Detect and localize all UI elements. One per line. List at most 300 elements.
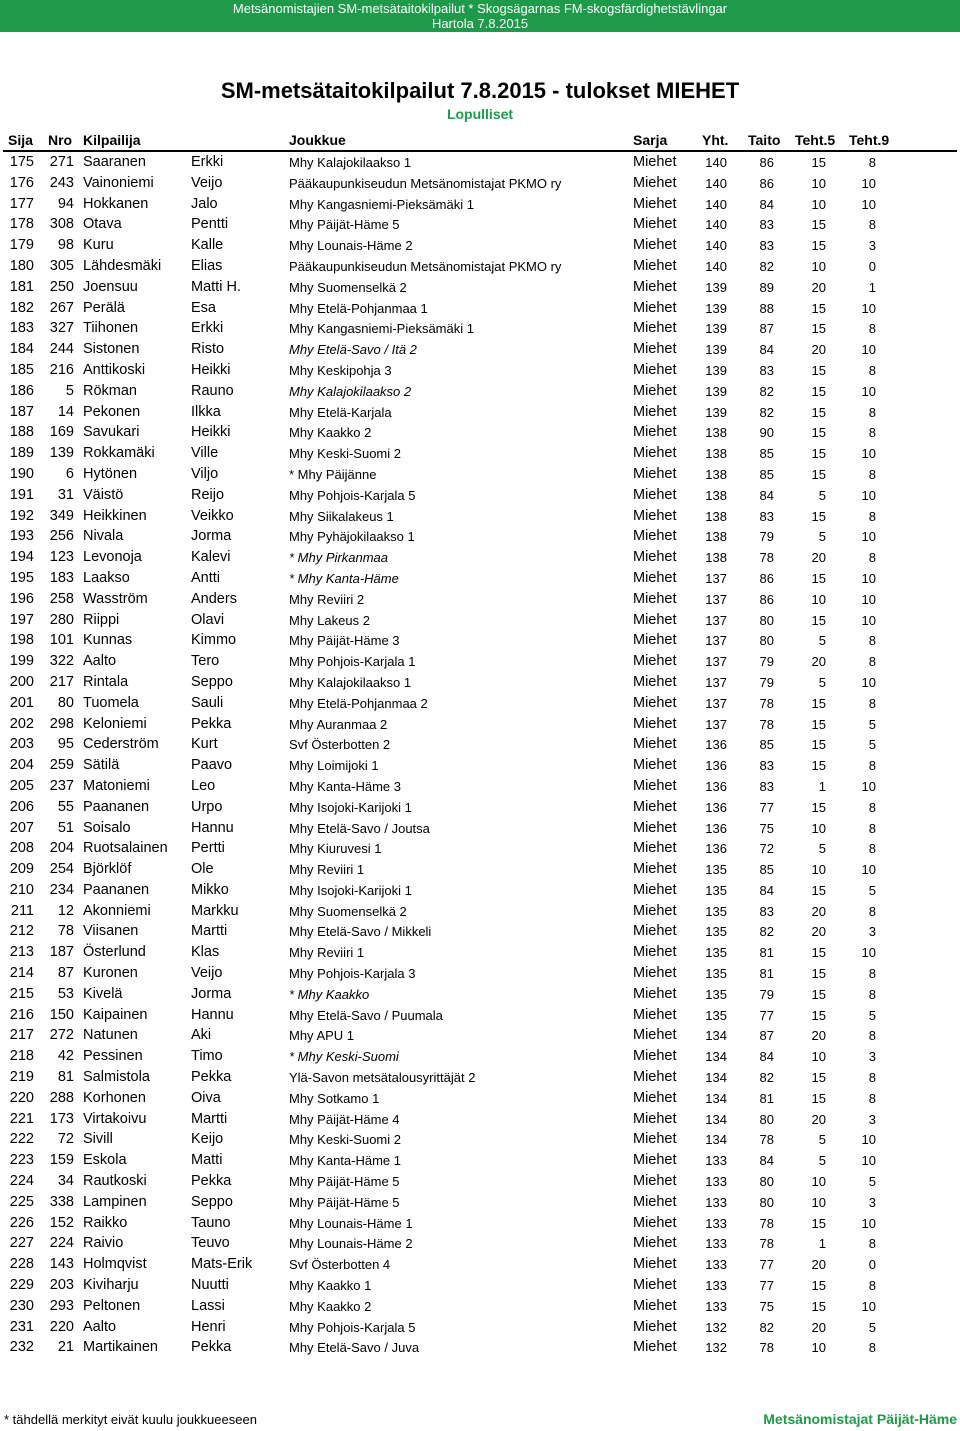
cell-teht9: 10 — [861, 570, 876, 586]
cell-sukunimi: Kuronen — [83, 965, 138, 982]
cell-sija: 209 — [9, 861, 34, 878]
cell-yht: 139 — [705, 321, 727, 337]
cell-taito: 72 — [759, 841, 774, 857]
cell-nro: 216 — [49, 361, 74, 378]
cell-etunimi: Kalle — [191, 237, 224, 254]
cell-teht5: 15 — [811, 1215, 826, 1231]
cell-nro: 31 — [57, 486, 74, 503]
cell-sukunimi: Peltonen — [83, 1297, 141, 1314]
cell-sukunimi: Aalto — [83, 1318, 117, 1335]
cell-sukunimi: Cederström — [83, 736, 159, 753]
cell-sarja: Miehet — [633, 1256, 677, 1273]
cell-yht: 133 — [705, 1298, 727, 1314]
table-row — [0, 1213, 960, 1234]
cell-teht9: 5 — [868, 737, 876, 753]
cell-etunimi: Mikko — [191, 881, 229, 898]
cell-taito: 86 — [759, 591, 774, 607]
table-row — [0, 256, 960, 277]
cell-teht5: 15 — [811, 882, 826, 898]
cell-teht5: 15 — [811, 1070, 826, 1086]
cell-teht9: 8 — [868, 155, 876, 170]
cell-sukunimi: Levonoja — [83, 549, 142, 566]
table-row — [0, 235, 960, 256]
cell-teht9: 10 — [861, 196, 876, 212]
cell-taito: 87 — [759, 1028, 774, 1044]
table-row — [0, 1317, 960, 1338]
cell-nro: 256 — [49, 528, 74, 545]
cell-nro: 258 — [49, 590, 74, 607]
cell-sija: 211 — [10, 902, 34, 919]
cell-nro: 12 — [57, 902, 74, 919]
cell-teht9: 10 — [861, 1153, 876, 1169]
cell-taito: 79 — [759, 674, 774, 690]
cell-yht: 138 — [705, 550, 727, 566]
cell-nro: 143 — [49, 1256, 74, 1273]
cell-taito: 80 — [759, 1111, 774, 1127]
cell-nro: 78 — [57, 923, 74, 940]
cell-sarja: Miehet — [633, 382, 677, 399]
cell-sukunimi: Sivill — [83, 1131, 113, 1148]
cell-sarja: Miehet — [633, 673, 677, 690]
cell-sija: 189 — [9, 445, 34, 462]
cell-yht: 135 — [705, 924, 727, 940]
cell-nro: 267 — [49, 299, 74, 316]
cell-sukunimi: Kaipainen — [83, 1006, 148, 1023]
cell-etunimi: Urpo — [191, 798, 223, 815]
cell-etunimi: Keijo — [191, 1131, 224, 1148]
cell-sarja: Miehet — [633, 965, 677, 982]
header-bar — [0, 0, 960, 32]
cell-sukunimi: Kivelä — [83, 985, 123, 1002]
header-bar-line1: Metsänomistajien SM-metsätaitokilpailut * Skogsägarnas FM-skogsfärdighetstävlingar — [232, 1, 728, 16]
cell-taito: 78 — [759, 716, 774, 732]
cell-yht: 140 — [705, 155, 727, 170]
cell-nro: 187 — [49, 944, 74, 961]
cell-etunimi: Mats-Erik — [191, 1256, 253, 1273]
cell-sukunimi: Aalto — [83, 653, 117, 670]
table-row — [0, 360, 960, 381]
cell-etunimi: Esa — [191, 299, 216, 316]
cell-nro: 280 — [49, 611, 74, 628]
cell-etunimi: Lassi — [191, 1297, 225, 1314]
cell-sukunimi: Rokkamäki — [83, 445, 155, 462]
column-header-yht: Yht. — [702, 132, 729, 148]
cell-nro: 288 — [49, 1089, 74, 1106]
cell-teht9: 8 — [868, 654, 876, 670]
cell-teht5: 10 — [811, 1194, 826, 1210]
cell-teht9: 10 — [861, 778, 876, 794]
cell-teht9: 8 — [868, 799, 876, 815]
cell-sija: 203 — [9, 736, 34, 753]
cell-sija: 178 — [9, 216, 34, 233]
cell-etunimi: Pekka — [191, 715, 232, 732]
cell-joukkue: Ylä-Savon metsätalousyrittäjät 2 — [289, 1070, 476, 1086]
cell-nro: 327 — [49, 320, 74, 337]
cell-etunimi: Pekka — [191, 1339, 232, 1356]
cell-sija: 214 — [9, 965, 34, 982]
cell-taito: 88 — [759, 300, 774, 316]
cell-sukunimi: Tiihonen — [83, 320, 139, 337]
cell-etunimi: Pentti — [191, 216, 229, 233]
cell-nro: 349 — [49, 507, 74, 524]
cell-yht: 140 — [705, 196, 727, 212]
cell-sukunimi: Akonniemi — [83, 902, 151, 919]
column-header-teht5: Teht.5 — [795, 132, 836, 148]
cell-teht9: 8 — [868, 550, 876, 566]
cell-yht: 136 — [705, 799, 727, 815]
cell-teht5: 15 — [811, 737, 826, 753]
cell-etunimi: Markku — [191, 902, 239, 919]
cell-teht9: 1 — [868, 279, 876, 295]
cell-taito: 84 — [759, 487, 774, 503]
cell-joukkue: Svf Österbotten 2 — [289, 737, 391, 753]
cell-nro: 98 — [57, 237, 74, 254]
cell-joukkue: Mhy Päijät-Häme 5 — [289, 1194, 400, 1210]
cell-yht: 135 — [705, 903, 727, 919]
cell-teht5: 15 — [811, 612, 826, 628]
cell-etunimi: Kurt — [191, 736, 218, 753]
cell-sarja: Miehet — [633, 257, 677, 274]
cell-teht9: 8 — [868, 633, 876, 649]
cell-teht5: 20 — [811, 550, 826, 566]
page-subtitle: Lopulliset — [446, 106, 514, 122]
cell-teht9: 8 — [868, 820, 876, 836]
table-row — [0, 880, 960, 901]
table-row — [0, 1129, 960, 1150]
table-row — [0, 1337, 960, 1358]
cell-sija: 201 — [9, 694, 34, 711]
cell-teht5: 10 — [811, 862, 826, 878]
cell-sija: 192 — [9, 507, 34, 524]
cell-joukkue: Mhy Kanta-Häme 3 — [289, 778, 401, 794]
cell-sukunimi: Rautkoski — [83, 1173, 147, 1190]
cell-joukkue: Mhy Siikalakeus 1 — [289, 508, 394, 524]
cell-sukunimi: Österlund — [83, 944, 146, 961]
cell-yht: 134 — [705, 1111, 727, 1127]
cell-taito: 82 — [759, 924, 774, 940]
cell-taito: 82 — [759, 1319, 774, 1335]
cell-taito: 75 — [759, 1298, 774, 1314]
cell-yht: 138 — [705, 466, 727, 482]
cell-joukkue: Mhy Päijät-Häme 5 — [289, 217, 400, 233]
cell-nro: 293 — [49, 1297, 74, 1314]
cell-sarja: Miehet — [633, 1069, 677, 1086]
cell-taito: 85 — [759, 466, 774, 482]
cell-teht5: 10 — [811, 1174, 826, 1190]
cell-nro: 34 — [57, 1173, 74, 1190]
cell-joukkue: Mhy APU 1 — [289, 1028, 355, 1044]
cell-taito: 83 — [759, 508, 774, 524]
cell-taito: 78 — [759, 695, 774, 711]
cell-etunimi: Erkki — [191, 154, 224, 170]
cell-teht5: 20 — [811, 279, 826, 295]
cell-taito: 77 — [759, 1278, 774, 1294]
cell-yht: 133 — [705, 1257, 727, 1273]
cell-teht9: 8 — [868, 1070, 876, 1086]
cell-sukunimi: Vainoniemi — [83, 174, 154, 191]
table-row — [0, 214, 960, 235]
cell-sija: 176 — [9, 174, 34, 191]
table-row — [0, 1254, 960, 1275]
cell-etunimi: Ville — [191, 445, 219, 462]
cell-teht5: 15 — [811, 945, 826, 961]
cell-joukkue: Mhy Loimijoki 1 — [289, 758, 379, 774]
cell-sija: 231 — [9, 1318, 34, 1335]
cell-etunimi: Hannu — [191, 1006, 234, 1023]
cell-teht5: 5 — [818, 674, 826, 690]
table-row — [0, 1025, 960, 1046]
cell-yht: 133 — [705, 1215, 727, 1231]
cell-sija: 175 — [9, 154, 34, 170]
cell-taito: 83 — [759, 362, 774, 378]
cell-sarja: Miehet — [633, 507, 677, 524]
cell-yht: 134 — [705, 1070, 727, 1086]
cell-teht9: 10 — [861, 529, 876, 545]
cell-sarja: Miehet — [633, 611, 677, 628]
cell-teht5: 15 — [811, 404, 826, 420]
cell-sija: 184 — [9, 341, 34, 358]
cell-sukunimi: Pekonen — [83, 403, 141, 420]
cell-sukunimi: Laakso — [83, 569, 130, 586]
cell-sija: 193 — [9, 528, 34, 545]
table-row — [0, 1233, 960, 1254]
cell-teht9: 5 — [868, 716, 876, 732]
cell-taito: 83 — [759, 238, 774, 254]
cell-joukkue: Mhy Lakeus 2 — [289, 612, 370, 628]
cell-sija: 206 — [9, 798, 34, 815]
cell-nro: 203 — [49, 1277, 74, 1294]
cell-joukkue: Mhy Päijät-Häme 5 — [289, 1174, 400, 1190]
column-header-kilpailija: Kilpailija — [83, 132, 141, 148]
cell-teht9: 8 — [868, 1340, 876, 1356]
table-row — [0, 381, 960, 402]
cell-taito: 77 — [759, 799, 774, 815]
results-table — [0, 152, 960, 1358]
cell-joukkue: Svf Österbotten 4 — [289, 1257, 391, 1273]
cell-taito: 77 — [759, 1007, 774, 1023]
column-header-sarja: Sarja — [633, 132, 668, 148]
cell-sukunimi: Keloniemi — [83, 715, 147, 732]
cell-sarja: Miehet — [633, 1235, 677, 1252]
column-header-teht9: Teht.9 — [849, 132, 890, 148]
cell-joukkue: Mhy Reviiri 2 — [289, 591, 365, 607]
cell-yht: 136 — [705, 820, 727, 836]
cell-teht5: 15 — [811, 362, 826, 378]
table-row — [0, 1171, 960, 1192]
cell-sija: 188 — [9, 424, 34, 441]
cell-sarja: Miehet — [633, 320, 677, 337]
cell-joukkue: Mhy Päijät-Häme 3 — [289, 633, 400, 649]
cell-sarja: Miehet — [633, 819, 677, 836]
cell-taito: 82 — [759, 258, 774, 274]
cell-sukunimi: Lähdesmäki — [83, 257, 162, 274]
cell-teht5: 10 — [811, 1049, 826, 1065]
cell-yht: 140 — [705, 238, 727, 254]
cell-sarja: Miehet — [633, 1214, 677, 1231]
cell-etunimi: Oiva — [191, 1089, 221, 1106]
cell-sija: 204 — [9, 757, 34, 774]
cell-teht5: 10 — [811, 1340, 826, 1356]
cell-sukunimi: Sätilä — [83, 757, 120, 774]
cell-teht5: 20 — [811, 903, 826, 919]
cell-teht5: 20 — [811, 1319, 826, 1335]
cell-teht5: 15 — [811, 446, 826, 462]
cell-joukkue: Mhy Etelä-Savo / Itä 2 — [289, 342, 417, 358]
cell-sukunimi: Rintala — [83, 673, 129, 690]
cell-taito: 83 — [759, 778, 774, 794]
cell-yht: 139 — [705, 342, 727, 358]
cell-joukkue: Mhy Reviiri 1 — [289, 862, 365, 878]
cell-etunimi: Hannu — [191, 819, 234, 836]
cell-yht: 134 — [705, 1049, 727, 1065]
cell-sija: 195 — [9, 569, 34, 586]
cell-sija: 194 — [9, 549, 34, 566]
cell-yht: 139 — [705, 300, 727, 316]
cell-sija: 227 — [9, 1235, 34, 1252]
cell-taito: 80 — [759, 1194, 774, 1210]
cell-yht: 137 — [705, 716, 727, 732]
cell-yht: 138 — [705, 446, 727, 462]
cell-sija: 177 — [9, 195, 34, 212]
cell-joukkue: Mhy Keskipohja 3 — [289, 362, 392, 378]
cell-nro: 72 — [57, 1131, 74, 1148]
cell-yht: 137 — [705, 591, 727, 607]
table-row — [0, 422, 960, 443]
cell-nro: 159 — [49, 1152, 74, 1169]
cell-teht5: 10 — [811, 196, 826, 212]
cell-yht: 137 — [705, 633, 727, 649]
cell-etunimi: Tero — [191, 653, 220, 670]
cell-sarja: Miehet — [633, 590, 677, 607]
cell-sukunimi: Matoniemi — [83, 777, 150, 794]
cell-yht: 135 — [705, 882, 727, 898]
cell-yht: 133 — [705, 1236, 727, 1252]
cell-joukkue: * Mhy Kaakko — [289, 986, 370, 1002]
cell-teht9: 8 — [868, 903, 876, 919]
cell-yht: 133 — [705, 1174, 727, 1190]
cell-teht9: 8 — [868, 466, 876, 482]
cell-taito: 82 — [759, 1070, 774, 1086]
cell-taito: 84 — [759, 342, 774, 358]
cell-sarja: Miehet — [633, 1318, 677, 1335]
table-row — [0, 547, 960, 568]
cell-teht9: 0 — [868, 1257, 876, 1273]
cell-taito: 86 — [759, 155, 774, 170]
cell-nro: 173 — [49, 1110, 74, 1127]
cell-etunimi: Viljo — [191, 465, 219, 482]
cell-sarja: Miehet — [633, 216, 677, 233]
cell-teht9: 8 — [868, 508, 876, 524]
cell-etunimi: Paavo — [191, 757, 233, 774]
cell-nro: 220 — [49, 1318, 74, 1335]
cell-nro: 234 — [49, 881, 74, 898]
table-row — [0, 942, 960, 963]
cell-taito: 78 — [759, 1215, 774, 1231]
cell-sukunimi: Savukari — [83, 424, 140, 441]
cell-sukunimi: Kiviharju — [83, 1277, 139, 1294]
cell-teht5: 20 — [811, 1111, 826, 1127]
cell-sarja: Miehet — [633, 840, 677, 857]
cell-sarja: Miehet — [633, 1089, 677, 1106]
table-row — [0, 443, 960, 464]
cell-yht: 138 — [705, 487, 727, 503]
cell-teht9: 8 — [868, 217, 876, 233]
cell-teht5: 15 — [811, 508, 826, 524]
cell-sija: 232 — [9, 1339, 34, 1356]
cell-etunimi: Rauno — [191, 382, 234, 399]
cell-nro: 169 — [49, 424, 74, 441]
cell-taito: 81 — [759, 1090, 774, 1106]
cell-sarja: Miehet — [633, 1131, 677, 1148]
cell-teht9: 8 — [868, 758, 876, 774]
cell-sija: 228 — [9, 1256, 34, 1273]
cell-etunimi: Seppo — [191, 1193, 233, 1210]
cell-sija: 199 — [9, 653, 34, 670]
cell-teht5: 15 — [811, 383, 826, 399]
cell-sarja: Miehet — [633, 798, 677, 815]
cell-sarja: Miehet — [633, 944, 677, 961]
cell-sukunimi: Joensuu — [83, 278, 138, 295]
cell-sija: 223 — [9, 1152, 34, 1169]
cell-sarja: Miehet — [633, 341, 677, 358]
cell-taito: 78 — [759, 1236, 774, 1252]
cell-teht5: 10 — [811, 591, 826, 607]
cell-sukunimi: Holmqvist — [83, 1256, 147, 1273]
cell-yht: 140 — [705, 258, 727, 274]
cell-nro: 298 — [49, 715, 74, 732]
cell-yht: 135 — [705, 862, 727, 878]
cell-joukkue: * Mhy Päijänne — [289, 466, 377, 482]
cell-teht5: 5 — [818, 841, 826, 857]
cell-joukkue: Mhy Pohjois-Karjala 5 — [289, 487, 416, 503]
table-row — [0, 1046, 960, 1067]
cell-teht9: 3 — [868, 1194, 876, 1210]
table-row — [0, 485, 960, 506]
table-row — [0, 152, 960, 173]
cell-sija: 179 — [9, 237, 34, 254]
cell-sukunimi: Nivala — [83, 528, 124, 545]
cell-sija: 225 — [9, 1193, 34, 1210]
table-row — [0, 318, 960, 339]
cell-sarja: Miehet — [633, 569, 677, 586]
cell-etunimi: Pekka — [191, 1069, 232, 1086]
cell-teht5: 15 — [811, 1278, 826, 1294]
cell-taito: 85 — [759, 446, 774, 462]
cell-sarja: Miehet — [633, 985, 677, 1002]
cell-joukkue: Mhy Pohjois-Karjala 1 — [289, 654, 416, 670]
cell-sukunimi: Korhonen — [83, 1089, 146, 1106]
cell-etunimi: Seppo — [191, 673, 233, 690]
cell-sukunimi: Väistö — [83, 486, 124, 503]
cell-sarja: Miehet — [633, 736, 677, 753]
table-row — [0, 589, 960, 610]
cell-yht: 136 — [705, 841, 727, 857]
cell-taito: 79 — [759, 986, 774, 1002]
cell-taito: 83 — [759, 217, 774, 233]
cell-sarja: Miehet — [633, 1339, 677, 1356]
cell-teht5: 10 — [811, 175, 826, 191]
column-header-taito: Taito — [748, 132, 781, 148]
cell-teht5: 15 — [811, 155, 826, 170]
cell-etunimi: Kimmo — [191, 632, 237, 649]
cell-teht5: 15 — [811, 466, 826, 482]
organizer-name: Metsänomistajat Päijät-Häme — [763, 1411, 957, 1427]
cell-sukunimi: Sistonen — [83, 341, 140, 358]
cell-nro: 322 — [49, 653, 74, 670]
cell-sija: 183 — [9, 320, 34, 337]
table-header — [0, 130, 960, 150]
cell-teht9: 8 — [868, 1090, 876, 1106]
